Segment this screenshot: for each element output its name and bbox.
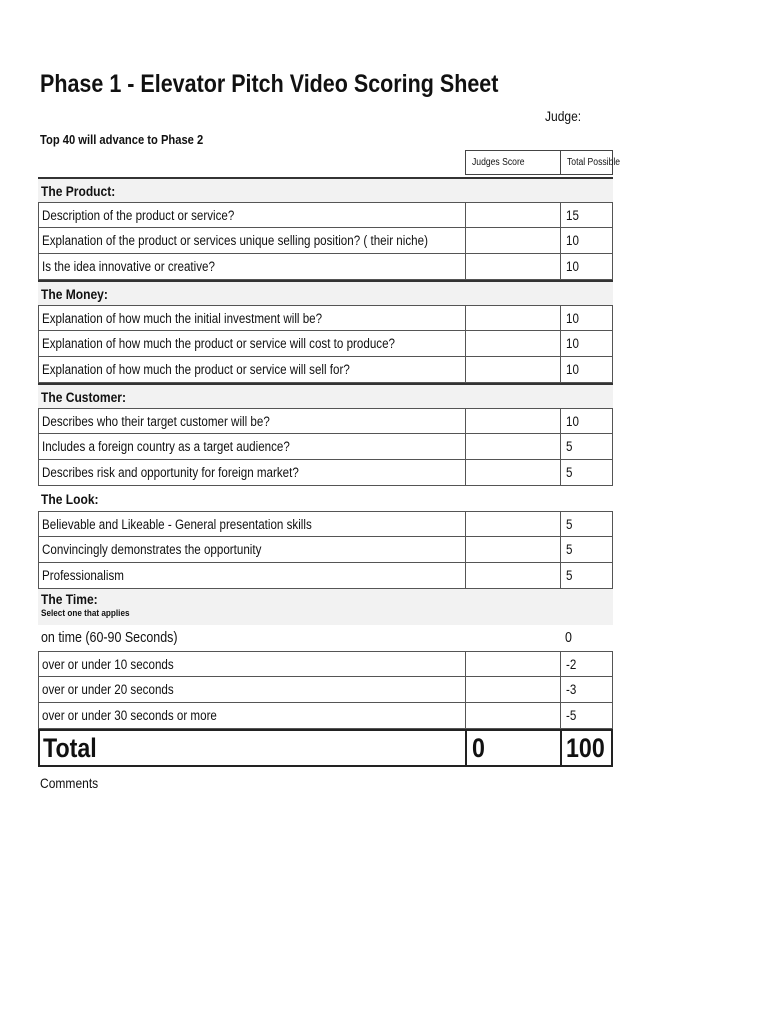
- advance-note: Top 40 will advance to Phase 2: [40, 132, 204, 147]
- judge-score-cell[interactable]: [466, 537, 561, 562]
- judge-score-cell[interactable]: [466, 512, 561, 536]
- time-option-label: over or under 30 seconds or more: [42, 708, 217, 723]
- total-possible-cell: 15: [566, 207, 579, 223]
- total-possible-cell: 5: [566, 465, 573, 480]
- table-row: [38, 625, 613, 651]
- criterion-label: Describes risk and opportunity for foreign market?: [42, 465, 299, 480]
- judge-score-cell[interactable]: [466, 703, 561, 728]
- total-possible-cell: 5: [566, 568, 573, 583]
- total-possible-cell: -2: [566, 656, 577, 672]
- header-judges-score: Judges Score: [465, 150, 561, 175]
- table-row: [38, 305, 613, 331]
- section-time: The Time: Select one that applies: [38, 589, 613, 625]
- table-row: [38, 434, 613, 460]
- table-row: [38, 228, 613, 254]
- judge-score-cell[interactable]: [466, 306, 561, 330]
- criterion-label: Convincingly demonstrates the opportunity: [42, 542, 262, 557]
- total-possible-cell: 10: [566, 310, 579, 326]
- table-row: [38, 254, 613, 280]
- criterion-label: Believable and Likeable - General presentation skills: [42, 516, 312, 532]
- table-row: [38, 202, 613, 228]
- judge-score-cell[interactable]: [466, 563, 561, 588]
- total-possible-cell: 10: [566, 336, 579, 351]
- time-note: Select one that applies: [41, 608, 130, 619]
- judge-score-cell[interactable]: [466, 460, 561, 485]
- total-possible-cell: 5: [566, 516, 573, 532]
- header-total-possible: Total Possible: [560, 150, 613, 175]
- total-score: 0: [467, 731, 562, 765]
- total-row: [38, 729, 613, 767]
- judge-score-cell[interactable]: [466, 357, 561, 382]
- total-possible-cell: 5: [566, 542, 573, 557]
- total-possible-cell: 10: [566, 413, 579, 429]
- table-row: [38, 460, 613, 486]
- criterion-label: Is the idea innovative or creative?: [42, 259, 215, 274]
- time-option-label: over or under 10 seconds: [42, 656, 174, 672]
- judge-score-cell[interactable]: [466, 677, 561, 702]
- total-possible-cell: 0: [565, 630, 572, 646]
- judge-score-cell[interactable]: [465, 625, 560, 651]
- criterion-label: Explanation of how much the product or service will cost to produce?: [42, 336, 396, 351]
- table-row: [38, 511, 613, 537]
- judge-score-cell[interactable]: [466, 331, 561, 356]
- total-possible: 100: [565, 732, 605, 763]
- judge-score-cell[interactable]: [466, 228, 561, 253]
- table-row: [38, 651, 613, 677]
- scoring-sheet: [38, 177, 613, 767]
- total-possible-cell: -3: [566, 682, 577, 697]
- table-row: [38, 563, 613, 589]
- table-row: [38, 331, 613, 357]
- total-label: Total: [43, 732, 97, 763]
- criterion-label: Explanation of how much the initial investment will be?: [42, 310, 323, 326]
- table-row: [38, 537, 613, 563]
- judge-score-cell[interactable]: [466, 203, 561, 227]
- time-option-label: on time (60-90 Seconds): [41, 630, 178, 646]
- judge-score-cell[interactable]: [466, 434, 561, 459]
- criterion-label: Description of the product or service?: [42, 207, 235, 223]
- table-row: [38, 408, 613, 434]
- criterion-label: Describes who their target customer will be?: [42, 413, 270, 429]
- section-look: The Look:: [38, 486, 613, 511]
- total-possible-cell: 5: [566, 439, 573, 454]
- total-possible-cell: 10: [566, 233, 579, 248]
- judge-score-cell[interactable]: [466, 652, 561, 676]
- total-possible-cell: -5: [566, 708, 577, 723]
- criterion-label: Includes a foreign country as a target audience?: [42, 439, 290, 454]
- total-possible-cell: 10: [566, 259, 579, 274]
- table-row: [38, 357, 613, 383]
- total-possible-cell: 10: [566, 362, 579, 377]
- section-product: The Product:: [38, 177, 613, 202]
- judge-label: Judge:: [545, 108, 582, 124]
- section-customer: The Customer:: [38, 383, 613, 408]
- criterion-label: Explanation of the product or services unique selling position? ( their niche): [42, 233, 428, 248]
- judge-score-cell[interactable]: [466, 254, 561, 279]
- comments-label: Comments: [40, 775, 99, 791]
- criterion-label: Professionalism: [42, 568, 124, 583]
- criterion-label: Explanation of how much the product or service will sell for?: [42, 362, 350, 377]
- table-row: [38, 703, 613, 729]
- table-row: [38, 677, 613, 703]
- judge-score-cell[interactable]: [466, 409, 561, 433]
- time-option-label: over or under 20 seconds: [42, 682, 174, 697]
- page-title: Phase 1 - Elevator Pitch Video Scoring Sheet: [40, 70, 499, 98]
- section-money: The Money:: [38, 280, 613, 305]
